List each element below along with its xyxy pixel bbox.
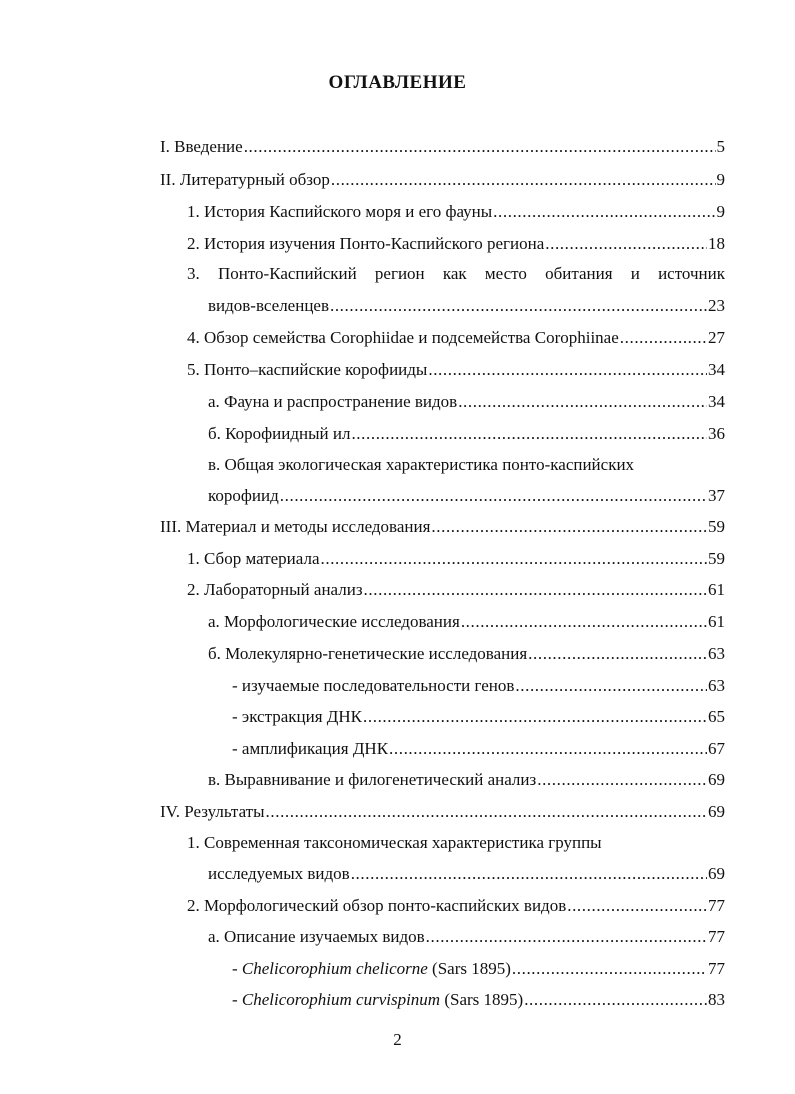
toc-leader: [493, 202, 715, 222]
toc-label: а. Морфологические исследования: [208, 612, 460, 631]
toc-leader: [528, 644, 707, 664]
toc-leader: [331, 170, 716, 190]
toc-leader: [266, 802, 707, 822]
toc-label: корофиид: [208, 486, 279, 505]
toc-page: 36: [708, 424, 725, 443]
toc-page: 18: [708, 234, 725, 253]
toc-entry-mat-2b1[interactable]: [232, 676, 725, 696]
toc-leader: [620, 328, 707, 348]
toc-entry-res[interactable]: [160, 802, 725, 822]
toc-entry-lit-5[interactable]: [187, 360, 725, 380]
toc-entry-mat-2b3[interactable]: [232, 739, 725, 759]
toc-page: 5: [716, 137, 725, 156]
toc-page: 77: [708, 959, 725, 978]
toc-page: 77: [708, 896, 725, 915]
toc-page: 69: [708, 802, 725, 821]
toc-leader: [537, 770, 707, 790]
toc-page: 61: [708, 580, 725, 599]
toc-page: 23: [708, 296, 725, 315]
toc-leader: [244, 137, 716, 157]
toc-leader: [330, 296, 707, 316]
toc-entry-lit-4[interactable]: [187, 328, 725, 348]
toc-label: исследуемых видов: [208, 864, 350, 883]
toc-entry-res-2a1[interactable]: [232, 959, 725, 979]
toc-label: - амплификация ДНК: [232, 739, 389, 758]
toc-label: б. Молекулярно-генетические исследования: [208, 644, 528, 663]
toc-entry-lit[interactable]: [160, 170, 725, 190]
toc-label: I. Введение: [160, 137, 243, 156]
toc-leader: [545, 234, 707, 254]
toc-entry-mat-2[interactable]: [187, 580, 725, 600]
toc-page: 67: [708, 739, 725, 758]
toc-entry-res-2a2[interactable]: [232, 990, 725, 1010]
toc-label: - изучаемые последовательности генов: [232, 676, 515, 695]
species-name: Chelicorophium curvispinum: [241, 990, 441, 1009]
toc-label: 2. История изучения Понто-Каспийского региона: [187, 234, 545, 253]
toc-leader: [363, 707, 707, 727]
toc-leader: [426, 927, 707, 947]
toc-label: а. Фауна и распространение видов: [208, 392, 458, 411]
toc-leader: [321, 549, 708, 569]
toc-leader: [389, 739, 707, 759]
toc-leader: [512, 959, 707, 979]
toc-page: 37: [708, 486, 725, 505]
toc-label: 2. Лабораторный анализ: [187, 580, 363, 599]
toc-leader: [431, 517, 707, 537]
toc-entry-res-1-line1[interactable]: 1. Современная таксономическая характеристика группы: [187, 833, 602, 852]
toc-label-author: (Sars 1895): [427, 959, 511, 978]
toc-entry-lit-1[interactable]: [187, 202, 725, 222]
toc-label-prefix: -: [232, 959, 242, 978]
toc-label-prefix: -: [232, 990, 242, 1009]
toc-entry-mat[interactable]: [160, 517, 725, 537]
toc-entry-lit-3[interactable]: [208, 296, 725, 316]
toc-label: 1. Сбор материала: [187, 549, 320, 568]
toc-page: 34: [708, 392, 725, 411]
toc-page: 59: [708, 549, 725, 568]
toc-label: б. Корофиидный ил: [208, 424, 351, 443]
toc-leader: [351, 864, 707, 884]
toc-leader: [364, 580, 707, 600]
toc-page: 9: [716, 170, 725, 189]
toc-leader: [567, 896, 707, 916]
toc-entry-lit-5a[interactable]: [208, 392, 725, 412]
toc-page: 34: [708, 360, 725, 379]
page-title: ОГЛАВЛЕНИЕ: [328, 72, 467, 93]
toc-label: - экстракция ДНК: [232, 707, 363, 726]
toc-leader: [280, 486, 707, 506]
toc-page: 59: [708, 517, 725, 536]
toc-label: 4. Обзор семейства Corophiidae и подсемейства Corophiinae: [187, 328, 619, 347]
toc-label: 2. Морфологический обзор понто-каспийских видов: [187, 896, 567, 915]
toc-page: 77: [708, 927, 725, 946]
toc-leader: [428, 360, 707, 380]
toc-entry-lit-2[interactable]: [187, 234, 725, 254]
toc-leader: [524, 990, 707, 1010]
toc-entry-res-2a[interactable]: [208, 927, 725, 947]
toc-label: видов-вселенцев: [208, 296, 329, 315]
toc-entry-res-2[interactable]: [187, 896, 725, 916]
toc-entry-mat-2v[interactable]: [208, 770, 725, 790]
toc-leader: [351, 424, 707, 444]
toc-entry-intro[interactable]: [160, 137, 725, 157]
toc-entry-mat-2b[interactable]: [208, 644, 725, 664]
toc-label: II. Литературный обзор: [160, 170, 330, 189]
toc-entry-mat-2b2[interactable]: [232, 707, 725, 727]
toc-entry-mat-1[interactable]: [187, 549, 725, 569]
toc-entry-lit-5v[interactable]: [208, 486, 725, 506]
toc-page: 27: [708, 328, 725, 347]
toc-entry-res-1[interactable]: [208, 864, 725, 884]
toc-page: 83: [708, 990, 725, 1009]
toc-entry-mat-2a[interactable]: [208, 612, 725, 632]
toc-label: в. Выравнивание и филогенетический анализ: [208, 770, 537, 789]
toc-label: 1. История Каспийского моря и его фауны: [187, 202, 493, 221]
toc-label: 5. Понто–каспийские корофииды: [187, 360, 428, 379]
toc-label: III. Материал и методы исследования: [160, 517, 431, 536]
toc-leader: [461, 612, 707, 632]
toc-entry-lit-5v-line1[interactable]: в. Общая экологическая характеристика понто-каспийских: [208, 455, 635, 474]
toc-page: 63: [708, 644, 725, 663]
page-number: 2: [393, 1030, 402, 1049]
species-name: Chelicorophium chelicorne: [241, 959, 428, 978]
toc-page: 65: [708, 707, 725, 726]
toc-page: 63: [708, 676, 725, 695]
toc-page: 69: [708, 770, 725, 789]
toc-label: а. Описание изучаемых видов: [208, 927, 425, 946]
toc-label: [232, 990, 523, 1010]
toc-label: IV. Результаты: [160, 802, 265, 821]
toc-label-author: (Sars 1895): [440, 990, 524, 1009]
toc-leader: [515, 676, 707, 696]
toc-page: 9: [716, 202, 725, 221]
toc-entry-lit-5b[interactable]: [208, 424, 725, 444]
toc-entry-lit-3-line1[interactable]: 3. Понто-Каспийский регион как место обитания и источник: [187, 264, 725, 283]
toc-label: [232, 959, 511, 979]
toc-page: 69: [708, 864, 725, 883]
toc-leader: [458, 392, 707, 412]
toc-page: 61: [708, 612, 725, 631]
